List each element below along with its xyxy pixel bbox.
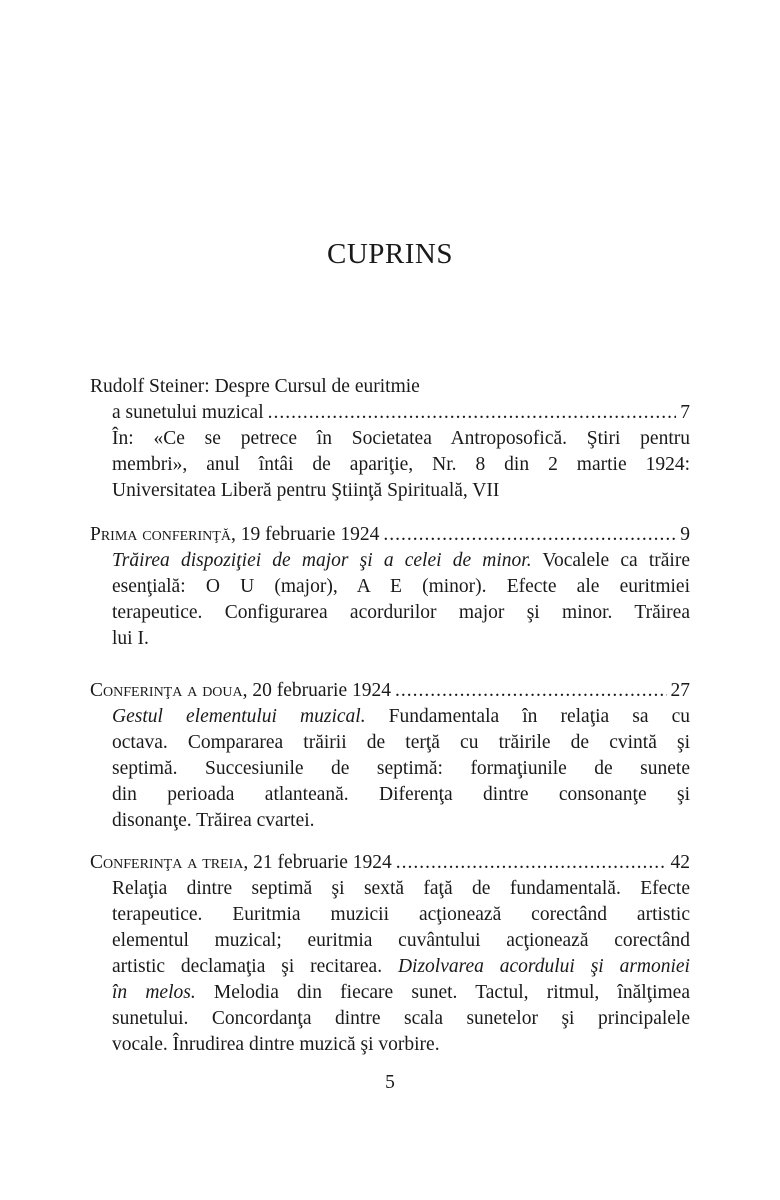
toc-entry-heading <box>90 522 690 548</box>
conference-label: Prima conferinţă <box>90 524 231 545</box>
toc-entry-title-cont: a sunetului muzical <box>112 402 264 423</box>
description-line: În: «Ce se petrece în Societatea Antroposofică. Ştiri pentru <box>112 428 690 449</box>
toc-entry-description <box>90 704 690 834</box>
description-line: disonanţe. Trăirea cvartei. <box>112 810 315 831</box>
description-line: din perioada atlanteană. Diferenţa dintre consonanţe şi <box>112 784 690 805</box>
conference-date: , 20 februarie 1924 <box>242 680 392 701</box>
description-line: vocale. Înrudirea dintre muzică şi vorbire. <box>112 1034 440 1055</box>
page-title: CUPRINS <box>327 238 453 270</box>
toc-entry-description <box>90 876 690 1058</box>
toc-page-number: 42 <box>670 852 690 873</box>
description-line: terapeutice. Euritmia muzicii acţionează corectând artistic <box>112 904 690 925</box>
toc-entry-conference-1 <box>90 522 690 652</box>
leader-dots <box>395 678 666 704</box>
description-italic: Gestul elementului muzical. <box>112 706 366 727</box>
description-line: membri», anul întâi de apariţie, Nr. 8 din 2 martie 1924: <box>112 454 690 475</box>
leader-dots <box>383 522 676 548</box>
toc-page-number: 9 <box>680 524 690 545</box>
description-line: sunetului. Concordanţa dintre scala sunetelor şi principalele <box>112 1008 690 1029</box>
description-line <box>112 954 690 980</box>
conference-date: , 19 februarie 1924 <box>230 524 380 545</box>
toc-entry-title: Rudolf Steiner: Despre Cursul de euritmie <box>90 376 420 397</box>
toc-entry-heading <box>90 850 690 876</box>
page-number-footer: 5 <box>385 1072 395 1093</box>
description-italic: în melos. <box>112 982 196 1003</box>
description-text: artistic declamaţia şi recitarea. <box>112 956 398 977</box>
toc-entry-heading <box>90 374 690 400</box>
toc-entry-conference-3 <box>90 850 690 1058</box>
description-line: septimă. Succesiunile de septimă: formaţiunile de sunete <box>112 758 690 779</box>
description-text: Fundamentala în relaţia sa cu <box>365 706 691 727</box>
description-line <box>112 704 690 730</box>
toc-page-number: 27 <box>670 680 690 701</box>
description-line: elementul muzical; euritmia cuvântului acţionează corectând <box>112 930 690 951</box>
conference-label: Conferinţa a treia <box>90 852 244 873</box>
description-line: Universitatea Liberă pentru Ştiinţă Spirituală, VII <box>112 480 500 501</box>
description-text: Vocalele ca trăire <box>531 550 690 571</box>
conference-label: Conferinţa a doua <box>90 680 243 701</box>
description-italic: Dizolvarea acordului şi armoniei <box>397 956 690 977</box>
toc-entry-description <box>90 548 690 652</box>
toc-entry-description <box>90 426 690 504</box>
leader-dots <box>268 400 677 426</box>
description-line: lui I. <box>112 628 149 649</box>
description-line: esenţială: O U (major), A E (minor). Efecte ale euritmiei <box>112 576 690 597</box>
toc-entry-steiner <box>90 374 690 504</box>
description-line: octava. Compararea trăirii de terţă cu trăirile de cvintă şi <box>112 732 690 753</box>
toc-entry-heading <box>90 678 690 704</box>
description-line <box>112 548 690 574</box>
description-line <box>112 980 690 1006</box>
toc-page-number: 7 <box>680 402 690 423</box>
leader-dots <box>396 850 667 876</box>
description-italic: Trăirea dispoziţiei de major şi a celei de minor. <box>112 550 532 571</box>
conference-date: , 21 februarie 1924 <box>243 852 392 873</box>
description-line: Relaţia dintre septimă şi sextă faţă de fundamentală. Efecte <box>112 878 690 899</box>
description-text: Melodia din fiecare sunet. Tactul, ritmul, înălţimea <box>195 982 690 1003</box>
description-line: terapeutice. Configurarea acordurilor major şi minor. Trăirea <box>112 602 690 623</box>
toc-entry-heading-line2 <box>90 400 690 426</box>
toc-entry-conference-2 <box>90 678 690 834</box>
